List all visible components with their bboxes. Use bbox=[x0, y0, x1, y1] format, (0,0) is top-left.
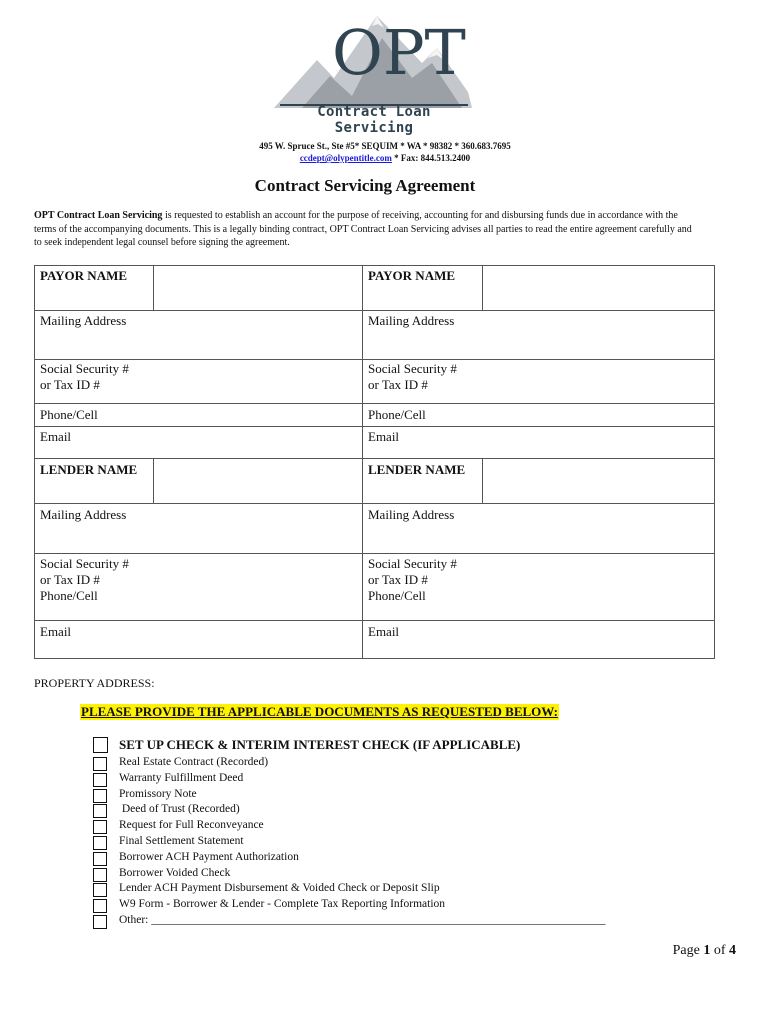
lender2-name-label: LENDER NAME bbox=[363, 459, 483, 504]
checkbox[interactable] bbox=[93, 868, 107, 882]
checkbox[interactable] bbox=[93, 899, 107, 913]
form-row bbox=[35, 459, 715, 504]
payor2-name-label: PAYOR NAME bbox=[363, 266, 483, 311]
intro-body: is requested to establish an account for the purpose of receiving, accounting for and disbursing funds due in accordance with the terms of the accompanying documents. This is a legally binding contract, OPT Contract Loan Servicing advises all parties to read the entire agreement carefully and to seek independent legal counsel before signing the agreement. bbox=[34, 210, 692, 248]
payor2-name-field[interactable] bbox=[483, 266, 715, 311]
checklist-item: Request for Full Reconveyance bbox=[93, 819, 703, 835]
form-row bbox=[35, 621, 715, 659]
checkbox[interactable] bbox=[93, 836, 107, 850]
document-title: Contract Servicing Agreement bbox=[254, 176, 476, 195]
checkbox[interactable] bbox=[93, 852, 107, 866]
brand-caption: Contract Loan Servicing bbox=[317, 104, 431, 136]
form-row bbox=[35, 266, 715, 311]
checklist-item: Promissory Note bbox=[93, 788, 703, 804]
email-link[interactable]: ccdept@olypentitle.com bbox=[299, 153, 392, 163]
lender2-email-field[interactable]: Email bbox=[363, 621, 715, 659]
checkbox[interactable] bbox=[93, 883, 107, 897]
property-address-label: PROPERTY ADDRESS: bbox=[34, 676, 155, 690]
lender2-mailing-address-field[interactable]: Mailing Address bbox=[363, 504, 715, 554]
payor-email-field[interactable]: Email bbox=[35, 427, 363, 459]
checkbox[interactable] bbox=[93, 773, 107, 787]
checkbox[interactable] bbox=[93, 757, 107, 771]
page-number: Page 1 of 4 bbox=[672, 943, 736, 958]
payor2-email-field[interactable]: Email bbox=[363, 427, 715, 459]
document-checklist bbox=[93, 736, 703, 930]
checklist-item: Borrower ACH Payment Authorization bbox=[93, 851, 703, 867]
checkbox[interactable] bbox=[93, 789, 107, 803]
checkbox[interactable] bbox=[93, 820, 107, 834]
documents-request-heading: PLEASE PROVIDE THE APPLICABLE DOCUMENTS AS REQUESTED BELOW: bbox=[81, 704, 558, 719]
payor-ssn-field[interactable]: Social Security # or Tax ID # bbox=[35, 360, 363, 404]
form-row bbox=[35, 427, 715, 459]
svg-text:OPT: OPT bbox=[332, 16, 466, 89]
form-row bbox=[35, 404, 715, 427]
payor2-mailing-address-field[interactable]: Mailing Address bbox=[363, 311, 715, 360]
form-row bbox=[35, 360, 715, 404]
lender-mailing-address-field[interactable]: Mailing Address bbox=[35, 504, 363, 554]
form-row bbox=[35, 554, 715, 621]
checklist-item: W9 Form - Borrower & Lender - Complete Tax Reporting Information bbox=[93, 898, 703, 914]
form-row bbox=[35, 311, 715, 360]
lender2-name-field[interactable] bbox=[483, 459, 715, 504]
lender-name-label: LENDER NAME bbox=[35, 459, 154, 504]
payor2-ssn-field[interactable]: Social Security # or Tax ID # bbox=[363, 360, 715, 404]
fax-number: * Fax: 844.513.2400 bbox=[391, 153, 471, 163]
checklist-item: Deed of Trust (Recorded) bbox=[93, 803, 703, 819]
lender-email-field[interactable]: Email bbox=[35, 621, 363, 659]
payor-name-field[interactable] bbox=[154, 266, 363, 311]
company-contact bbox=[150, 153, 620, 163]
parties-form-table bbox=[34, 265, 715, 659]
checklist-item: Final Settlement Statement bbox=[93, 835, 703, 851]
payor-name-label: PAYOR NAME bbox=[35, 266, 154, 311]
lender-ssn-phone-field[interactable]: Social Security # or Tax ID # Phone/Cell bbox=[35, 554, 363, 621]
payor-mailing-address-field[interactable]: Mailing Address bbox=[35, 311, 363, 360]
checklist-item: Other: _______________________________________________________________________________ bbox=[93, 914, 703, 930]
payor-phone-field[interactable]: Phone/Cell bbox=[35, 404, 363, 427]
checklist-item: Warranty Fulfillment Deed bbox=[93, 772, 703, 788]
checkbox[interactable] bbox=[93, 915, 107, 929]
intro-paragraph bbox=[34, 209, 694, 250]
checklist-item: Borrower Voided Check bbox=[93, 867, 703, 883]
checklist-item: Real Estate Contract (Recorded) bbox=[93, 756, 703, 772]
lender-name-field[interactable] bbox=[154, 459, 363, 504]
intro-company-name: OPT Contract Loan Servicing bbox=[34, 210, 163, 221]
checkbox[interactable] bbox=[93, 804, 107, 818]
company-address: 495 W. Spruce St., Ste #5* SEQUIM * WA * 98382 * 360.683.7695 bbox=[259, 141, 511, 151]
lender2-ssn-phone-field[interactable]: Social Security # or Tax ID # Phone/Cell bbox=[363, 554, 715, 621]
checklist-item: Lender ACH Payment Disbursement & Voided Check or Deposit Slip bbox=[93, 882, 703, 898]
checklist-item: SET UP CHECK & INTERIM INTEREST CHECK (IF APPLICABLE) bbox=[93, 736, 703, 756]
payor2-phone-field[interactable]: Phone/Cell bbox=[363, 404, 715, 427]
checkbox[interactable] bbox=[93, 737, 108, 753]
form-row bbox=[35, 504, 715, 554]
